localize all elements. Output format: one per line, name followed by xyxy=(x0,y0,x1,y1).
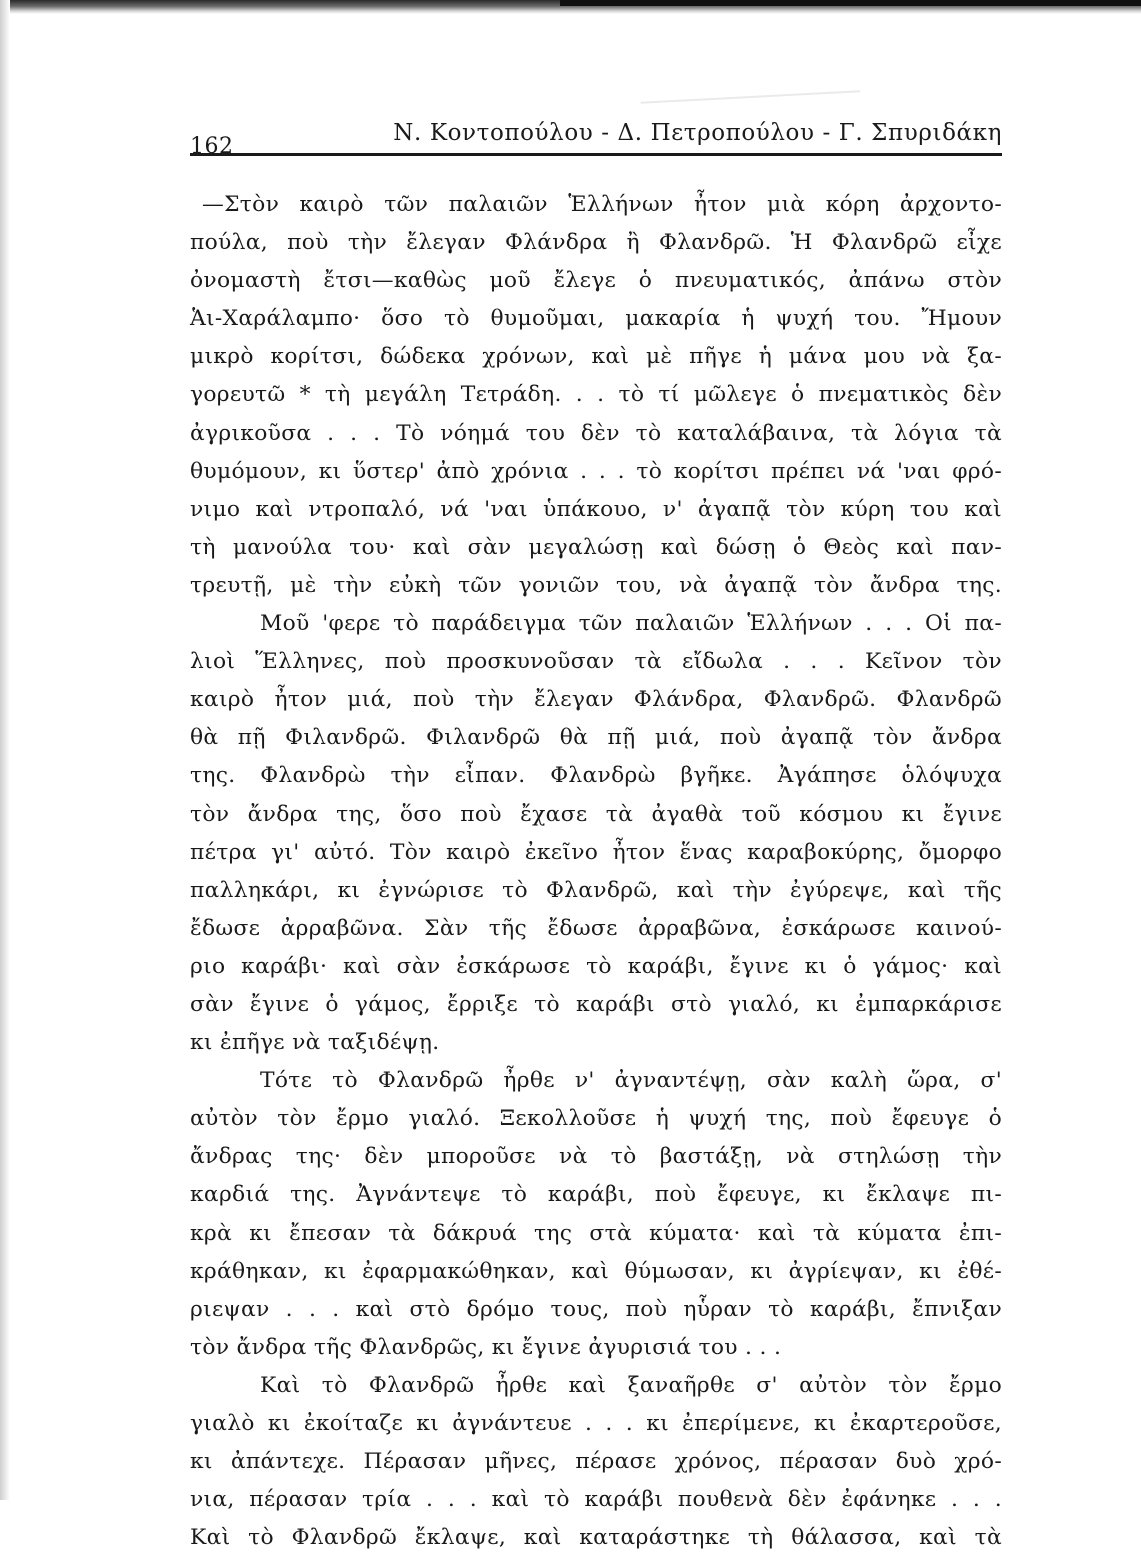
text-line: γορευτῶ * τὴ μεγάλη Τετράδη. . . τὸ τί μῶλεγε ὁ πνεματικὸς δὲν xyxy=(190,382,1002,408)
header-rule xyxy=(190,153,1002,156)
text-line: ριεψαν . . . καὶ στὸ δρόμο τους, ποὺ ηὗραν τὸ καράβι, ἔπνιξαν xyxy=(190,1296,1002,1322)
paragraph-start-line: Τότε τὸ Φλανδρῶ ἦρθε ν' ἀγναντέψῃ, σὰν καλὴ ὥρα, σ' xyxy=(260,1068,1002,1094)
text-line: κι ἀπάντεχε. Πέρασαν μῆνες, πέρασε χρόνος, πέρασαν δυὸ χρό- xyxy=(190,1449,1002,1475)
text-line: ὀνομαστὴ ἔτσι—καθὼς μοῦ ἔλεγε ὁ πνευματικός, ἀπάνω στὸν xyxy=(190,268,1002,294)
text-line: νια, πέρασαν τρία . . . καὶ τὸ καράβι πουθενὰ δὲν ἐφάνηκε . . . xyxy=(190,1487,1002,1513)
page-number: 162 xyxy=(190,134,234,159)
text-line: Καὶ τὸ Φλανδρῶ ἔκλαψε, καὶ καταράστηκε τὴ θάλασσα, καὶ τὰ xyxy=(190,1525,1002,1551)
scan-edge-streak xyxy=(560,0,1141,6)
running-head-authors: Ν. Κοντοπούλου - Δ. Πετροπούλου - Γ. Σπυριδάκη xyxy=(393,120,1002,146)
text-line: θὰ πῇ Φιλανδρῶ. Φιλανδρῶ θὰ πῇ μιά, ποὺ ἀγαπᾷ τὸν ἄνδρα xyxy=(190,725,1002,751)
paragraph-start-line: Μοῦ 'φερε τὸ παράδειγμα τῶν παλαιῶν Ἑλλήνων . . . Οἱ πα- xyxy=(260,611,1002,637)
paragraph-end-line: κι ἐπῆγε νὰ ταξιδέψῃ. xyxy=(190,1030,440,1056)
paragraph-end-line: τὸν ἄνδρα τῆς Φλανδρῶς, κι ἔγινε ἀγυρισιά του . . . xyxy=(190,1334,782,1360)
body-text xyxy=(190,186,1002,1557)
text-line: κρὰ κι ἔπεσαν τὰ δάκρυά της στὰ κύματα· καὶ τὰ κύματα ἐπι- xyxy=(190,1220,1002,1246)
text-line: θυμόμουν, κι ὕστερ' ἀπὸ χρόνια . . . τὸ κορίτσι πρέπει νά 'ναι φρό- xyxy=(190,458,1002,484)
text-line: λιοὶ Ἕλληνες, ποὺ προσκυνοῦσαν τὰ εἴδωλα . . . Κεῖνον τὸν xyxy=(190,649,1002,675)
text-line: ριο καράβι· καὶ σὰν ἐσκάρωσε τὸ καράβι, ἔγινε κι ὁ γάμος· καὶ xyxy=(190,953,1002,979)
text-line: αὐτὸν τὸν ἔρμο γιαλό. Ξεκολλοῦσε ἡ ψυχή της, ποὺ ἔφευγε ὁ xyxy=(190,1106,1002,1132)
scan-left-margin xyxy=(0,0,10,1500)
text-line: πέτρα γι' αὐτό. Τὸν καιρὸ ἐκεῖνο ἦτον ἕνας καραβοκύρης, ὄμορφο xyxy=(190,839,1002,865)
text-line: ἔδωσε ἀρραβῶνα. Σὰν τῆς ἔδωσε ἀρραβῶνα, ἐσκάρωσε καινού- xyxy=(190,915,1002,941)
text-line: —Στὸν καιρὸ τῶν παλαιῶν Ἑλλήνων ἦτον μιὰ κόρη ἀρχοντο- xyxy=(202,192,1002,217)
text-line: καρδιά της. Ἀγνάντεψε τὸ καράβι, ποὺ ἔφευγε, κι ἔκλαψε πι- xyxy=(190,1182,1002,1208)
text-line: τὴ μανούλα του· καὶ σὰν μεγαλώσῃ καὶ δώσῃ ὁ Θεὸς καὶ παν- xyxy=(190,534,1002,560)
text-line: κράθηκαν, κι ἐφαρμακώθηκαν, καὶ θύμωσαν, κι ἀγρίεψαν, κι ἐθέ- xyxy=(190,1258,1002,1284)
show-through-mark xyxy=(640,72,861,103)
text-line: παλληκάρι, κι ἐγνώρισε τὸ Φλανδρῶ, καὶ τὴν ἐγύρεψε, καὶ τῆς xyxy=(190,877,1002,903)
text-line: νιμο καὶ ντροπαλό, νά 'ναι ὑπάκουο, ν' ἀγαπᾷ τὸν κύρη του καὶ xyxy=(190,496,1002,522)
text-line: ἄνδρας της· δὲν μποροῦσε νὰ τὸ βαστάξῃ, νὰ στηλώσῃ τὴν xyxy=(190,1144,1002,1170)
text-line: πούλα, ποὺ τὴν ἔλεγαν Φλάνδρα ἢ Φλανδρῶ. Ἡ Φλανδρῶ εἶχε xyxy=(190,230,1002,256)
text-line: της. Φλανδρὼ τὴν εἶπαν. Φλανδρὼ βγῆκε. Ἀγάπησε ὁλόψυχα xyxy=(190,763,1002,789)
text-line: σὰν ἔγινε ὁ γάμος, ἔρριξε τὸ καράβι στὸ γιαλό, κι ἐμπαρκάρισε xyxy=(190,991,1002,1017)
text-line: ἀγρικοῦσα . . . Τὸ νόημά του δὲν τὸ καταλάβαινα, τὰ λόγια τὰ xyxy=(190,420,1002,446)
text-line: τὸν ἄνδρα της, ὅσο ποὺ ἔχασε τὰ ἀγαθὰ τοῦ κόσμου κι ἔγινε xyxy=(190,801,1002,827)
page-header xyxy=(190,116,1002,159)
text-line: τρευτῇ, μὲ τὴν εὐκὴ τῶν γονιῶν του, νὰ ἀγαπᾷ τὸν ἄνδρα της. xyxy=(190,572,1002,598)
text-line: Ἁι-Χαράλαμπο· ὅσο τὸ θυμοῦμαι, μακαρία ἡ ψυχή του. Ἤμουν xyxy=(190,306,1002,332)
text-line: μικρὸ κορίτσι, δώδεκα χρόνων, καὶ μὲ πῆγε ἡ μάνα μου νὰ ξα- xyxy=(190,344,1002,370)
text-line: καιρὸ ἦτον μιά, ποὺ τὴν ἔλεγαν Φλάνδρα, Φλανδρῶ. Φλανδρῶ xyxy=(190,687,1002,713)
paragraph-start-line: Καὶ τὸ Φλανδρῶ ἦρθε καὶ ξαναῆρθε σ' αὐτὸν τὸν ἔρμο xyxy=(260,1372,1002,1398)
text-line: γιαλὸ κι ἐκοίταζε κι ἀγνάντευε . . . κι ἐπερίμενε, κι ἐκαρτεροῦσε, xyxy=(190,1411,1002,1436)
